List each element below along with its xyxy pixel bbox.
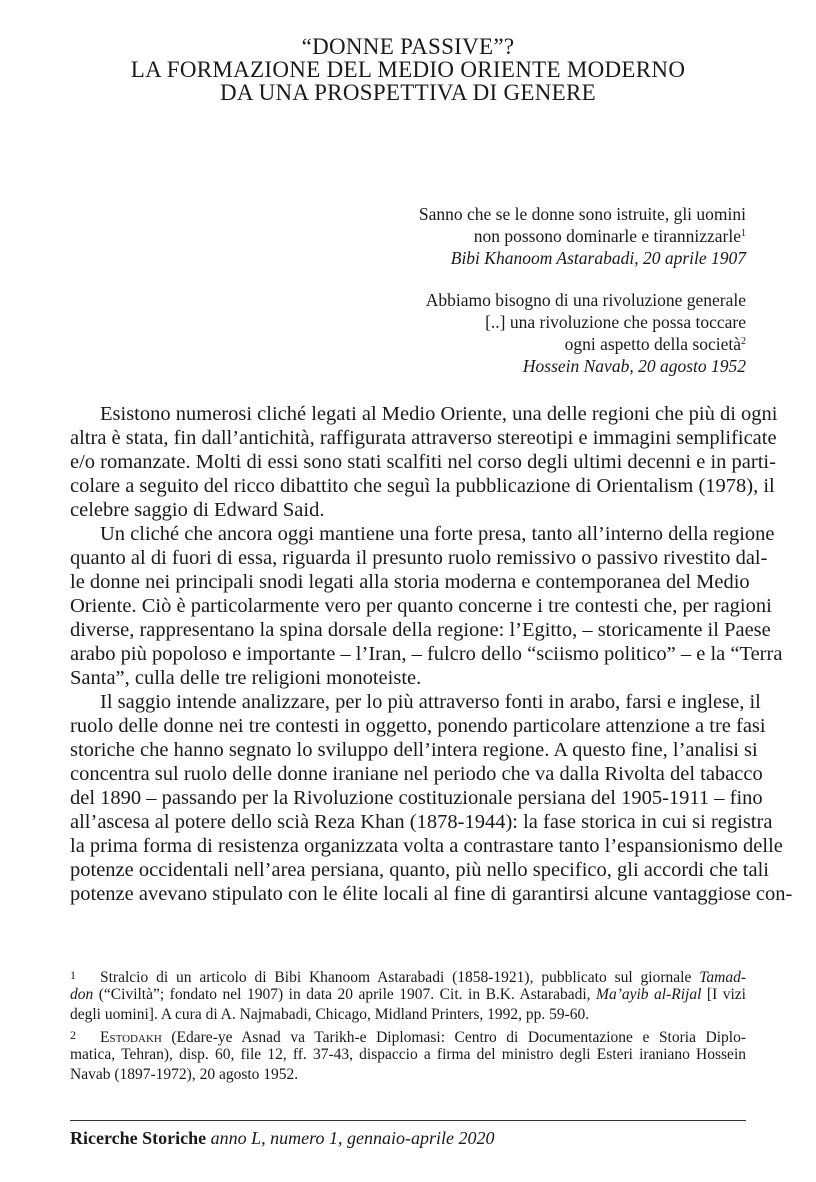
epigraph-source: Bibi Khanoom Astarabadi, 20 aprile 1907 <box>450 248 746 268</box>
journal-name: Ricerche Storiche <box>70 1128 207 1148</box>
title-line-2: LA FORMAZIONE DEL MEDIO ORIENTE MODERNO <box>130 57 686 82</box>
epigraph-line: Sanno che se le donne sono istruite, gli uomini <box>418 204 746 224</box>
title-line-3: DA UNA PROSPETTIVA DI GENERE <box>219 80 596 105</box>
epigraph-1 <box>419 203 746 269</box>
footnote-2-line: 2 Estodakh (Edare-ye Asnad va Tarikh-e Diplomasi: Centro di Documentazione e Storia Diplo- <box>70 1025 746 1048</box>
body-line: celebre saggio di Edward Said. <box>70 499 325 521</box>
body-line: la prima forma di resistenza organizzata volta a contrastare tanto l’espansionismo delle <box>70 835 783 857</box>
footnote-1-line: 1 Stralcio di un articolo di Bibi Khanoom Astarabadi (1858-1921), pubblicato sul giornale Tamad- <box>70 965 746 988</box>
epigraph-line: [..] una rivoluzione che possa toccare <box>485 312 746 332</box>
body-line: Esistono numerosi cliché legati al Medio Oriente, una delle regioni che più di ogni <box>100 403 778 425</box>
body-line: storiche che hanno segnato lo sviluppo dell’intera regione. A questo fine, l’analisi si <box>70 739 758 761</box>
epigraph-line: Abbiamo bisogno di una rivoluzione generale <box>425 290 746 310</box>
body-line: Il saggio intende analizzare, per lo più attraverso fonti in arabo, farsi e inglese, il <box>100 691 761 713</box>
body-line: ruolo delle donne nei tre contesti in oggetto, ponendo particolare attenzione a tre fasi <box>70 715 766 737</box>
footnote-number: 1 <box>70 968 76 982</box>
epigraph-2 <box>426 289 746 377</box>
body-line: potenze occidentali nell’area persiana, quanto, più nello specifico, gli accordi che tali <box>70 859 769 881</box>
footnote-number: 2 <box>70 1028 76 1042</box>
footnote-1-line: degli uomini]. A cura di A. Najmabadi, Chicago, Midland Printers, 1992, pp. 59-60. <box>70 1006 590 1023</box>
issue-info: anno L, numero 1, gennaio-aprile 2020 <box>206 1128 495 1148</box>
body-line: colare a seguito del ricco dibattito che seguì la pubblicazione di Orientalism (1978), il <box>70 475 775 497</box>
epigraph-line: non possono dominarle e tirannizzarle$^1$ <box>473 226 746 246</box>
body-line: Santa”, culla delle tre religioni monoteiste. <box>70 667 422 689</box>
footnote-ref: 1 <box>741 228 746 239</box>
body-line: e/o romanzate. Molti di essi sono stati scalfiti nel corso degli ultimi decenni e in parti- <box>70 451 776 473</box>
body-line: Un cliché che ancora oggi mantiene una forte presa, tanto all’interno della regione <box>100 523 775 545</box>
body-line: potenze avevano stipulato con le élite locali al fine di garantirsi alcune vantaggiose con- <box>70 883 793 905</box>
body-line: quanto al di fuori di essa, riguarda il presunto ruolo remissivo o passivo rivestito dal- <box>70 547 768 569</box>
running-footer <box>70 1127 494 1149</box>
body-line: all’ascesa al potere dello scià Reza Khan (1878-1944): la fase storica in cui si registra <box>70 811 773 833</box>
title-line-1: “DONNE PASSIVE”? <box>301 34 515 59</box>
body-line: altra è stata, fin dall’antichità, raffigurata attraverso stereotipi e immagini semplificate <box>70 427 777 449</box>
footer-rule <box>70 1120 746 1121</box>
epigraph-line: ogni aspetto della società$^2$ <box>564 334 746 354</box>
footnote-ref: 2 <box>741 336 746 347</box>
body-line: del 1890 – passando per la Rivoluzione costituzionale persiana del 1905-1911 – fino <box>70 787 763 809</box>
body-line: Oriente. Ciò è particolarmente vero per quanto concerne i tre contesti che, per ragioni <box>70 595 772 617</box>
body-line: le donne nei principali snodi legati alla storia moderna e contemporanea del Medio <box>70 571 750 593</box>
footnote-2-line: Navab (1897-1972), 20 agosto 1952. <box>70 1066 299 1083</box>
body-line: arabo più popoloso e importante – l’Iran, – fulcro dello “sciismo politico” – e la “Terra <box>70 643 783 665</box>
body-line: concentra sul ruolo delle donne iraniane nel periodo che va dalla Rivolta del tabacco <box>70 763 763 785</box>
body-line: diverse, rappresentano la spina dorsale della regione: l’Egitto, – storicamente il Paese <box>70 619 771 641</box>
epigraph-source: Hossein Navab, 20 agosto 1952 <box>522 356 746 376</box>
footnote-1-line: don (“Civiltà”; fondato nel 1907) in data 20 aprile 1907. Cit. in B.K. Astarabadi, Ma’ayib al-Rijal [I vizi <box>70 986 746 1003</box>
footnote-2-line: matica, Tehran), disp. 60, file 12, ff. 37-43, dispaccio a firma del ministro degli Esteri iraniano Hossein <box>70 1046 746 1063</box>
